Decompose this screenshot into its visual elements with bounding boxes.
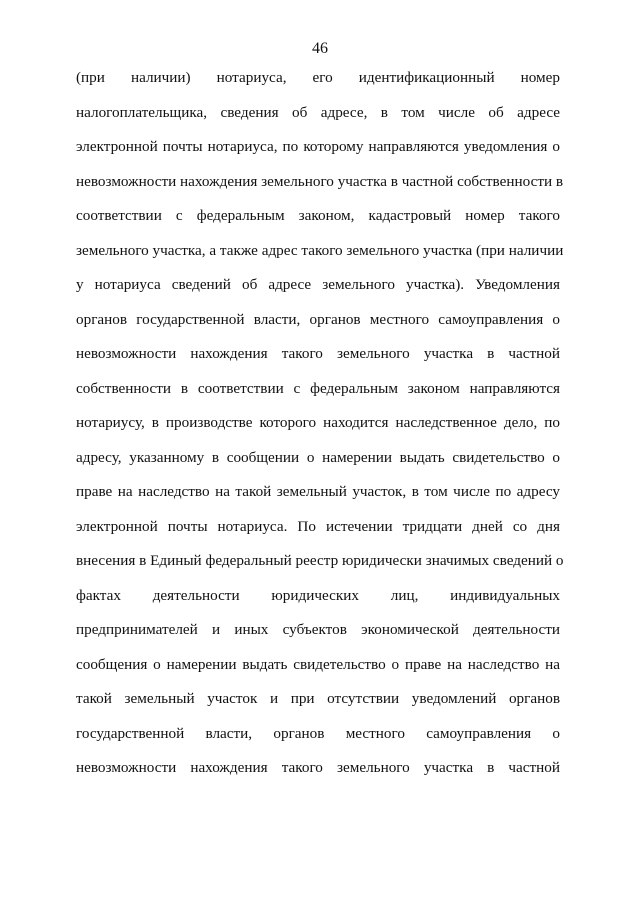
text-line: органов государственной власти, органов местного самоуправления о — [76, 310, 560, 328]
text-line: внесения в Единый федеральный реестр юридически значимых сведений о — [76, 552, 564, 569]
text-line: (при наличии) нотариуса, его идентификационный номер — [76, 69, 560, 86]
text-line: невозможности нахождения земельного участка в частной собственности в — [76, 172, 564, 190]
text-line: предпринимателей и иных субъектов экономической деятельности — [76, 621, 560, 638]
text-line: адресу, указанному в сообщении о намерении выдать свидетельство о — [76, 448, 560, 466]
body-text — [76, 68, 564, 793]
text-line: нотариусу, в производстве которого находится наследственное дело, по — [76, 414, 560, 431]
text-line: праве на наследство на такой земельный участок, в том числе по адресу — [76, 483, 560, 500]
page-number: 46 — [312, 40, 328, 57]
text-line: сообщения о намерении выдать свидетельство о праве на наследство на — [76, 655, 560, 673]
text-line: соответствии с федеральным законом, кадастровый номер такого — [76, 207, 560, 224]
text-line: фактах деятельности юридических лиц, индивидуальных — [76, 586, 560, 604]
text-line: земельного участка, а также адрес такого земельного участка (при наличии — [76, 241, 564, 259]
text-line: налогоплательщика, сведения об адресе, в том числе об адресе — [76, 103, 560, 121]
text-line: электронной почты нотариуса. По истечении тридцати дней со дня — [76, 517, 560, 535]
text-line: электронной почты нотариуса, по которому направляются уведомления о — [76, 138, 560, 155]
text-line: невозможности нахождения такого земельного участка в частной — [76, 759, 560, 776]
text-line: такой земельный участок и при отсутствии уведомлений органов — [76, 690, 560, 707]
text-line: невозможности нахождения такого земельного участка в частной — [76, 345, 560, 362]
text-line: собственности в соответствии с федеральным законом направляются — [76, 379, 560, 397]
text-line: у нотариуса сведений об адресе земельного участка). Уведомления — [76, 276, 560, 293]
text-line: государственной власти, органов местного самоуправления о — [76, 724, 560, 742]
